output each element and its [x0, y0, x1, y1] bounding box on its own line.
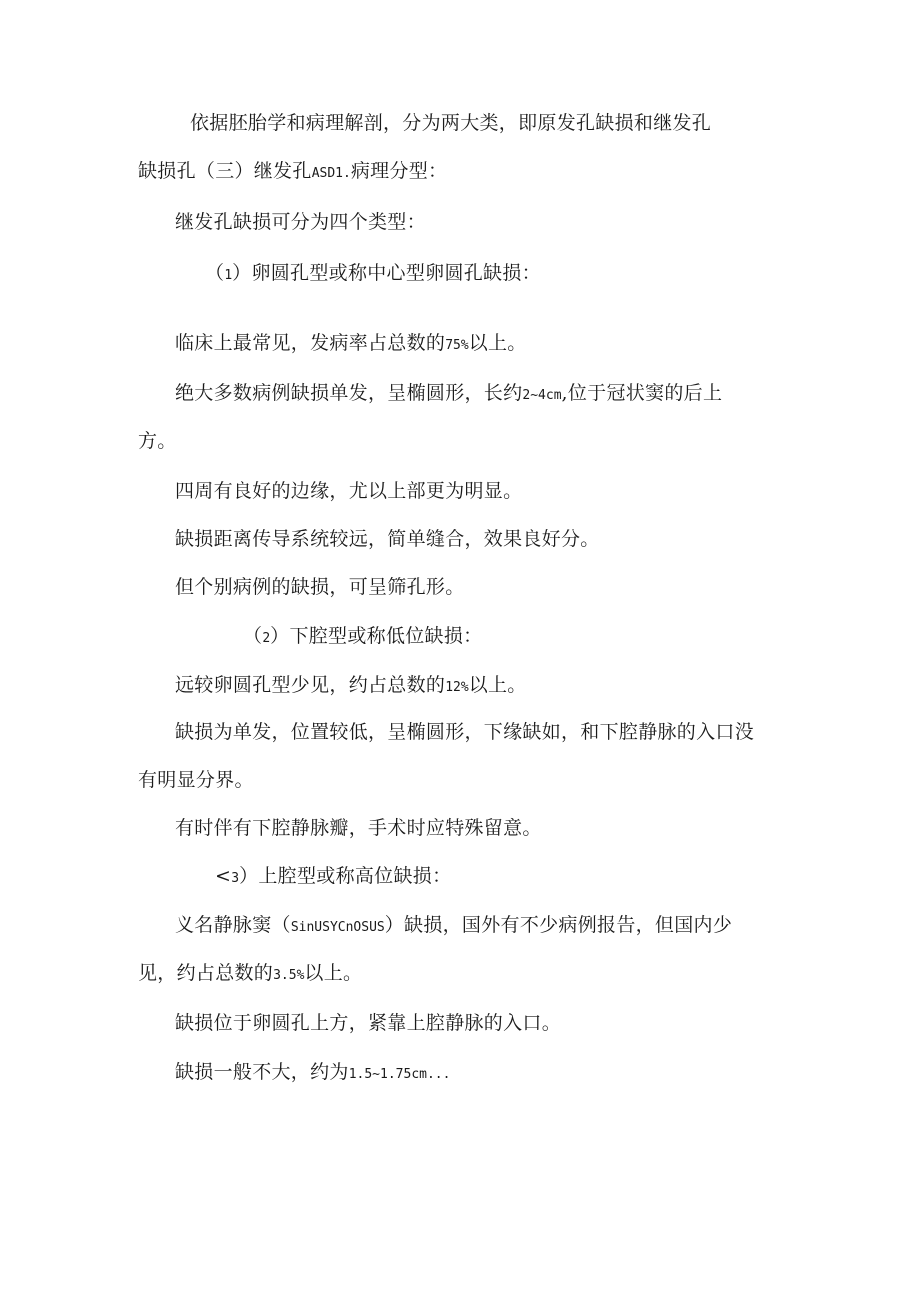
paragraph-line: 临床上最常见，发病率占总数的75%以上。: [175, 332, 527, 354]
subsection-heading: （1）卵圆孔型或称中心型卵圆孔缺损：: [205, 262, 541, 284]
paragraph-line: 义名静脉窦（SinUSYCnOSUS）缺损，国外有不少病例报告，但国内少: [175, 914, 733, 936]
paragraph-line: 方。: [138, 430, 177, 452]
paragraph-line: 但个别病例的缺损，可呈筛孔形。: [175, 576, 465, 598]
paragraph-line: 继发孔缺损可分为四个类型：: [175, 211, 426, 233]
subsection-heading: （2）下腔型或称低位缺损：: [243, 625, 483, 647]
paragraph-line: 绝大多数病例缺损单发，呈椭圆形，长约2~4cm,位于冠状窦的后上: [175, 382, 723, 404]
paragraph-line: 见，约占总数的3.5%以上。: [138, 962, 363, 984]
paragraph-line: 依据胚胎学和病理解剖，分为两大类，即原发孔缺损和继发孔: [190, 112, 712, 134]
paragraph-line: 有时伴有下腔静脉瓣，手术时应特殊留意。: [175, 817, 542, 839]
paragraph-line: 缺损一般不大，约为1.5~1.75cm...: [175, 1061, 451, 1083]
paragraph-line: 缺损距离传导系统较远，简单缝合，效果良好分。: [175, 528, 600, 550]
paragraph-line: 缺损孔（三）继发孔ASD1.病理分型：: [138, 160, 448, 182]
paragraph-line: 四周有良好的边缘，尤以上部更为明显。: [175, 480, 523, 502]
paragraph-line: 有明显分界。: [138, 769, 254, 791]
subsection-heading: <3）上腔型或称高位缺损：: [215, 865, 452, 887]
paragraph-line: 缺损位于卵圆孔上方，紧靠上腔静脉的入口。: [175, 1012, 562, 1034]
paragraph-line: 缺损为单发，位置较低，呈椭圆形，下缘缺如，和下腔静脉的入口没: [175, 721, 755, 743]
paragraph-line: 远较卵圆孔型少见，约占总数的12%以上。: [175, 674, 527, 696]
